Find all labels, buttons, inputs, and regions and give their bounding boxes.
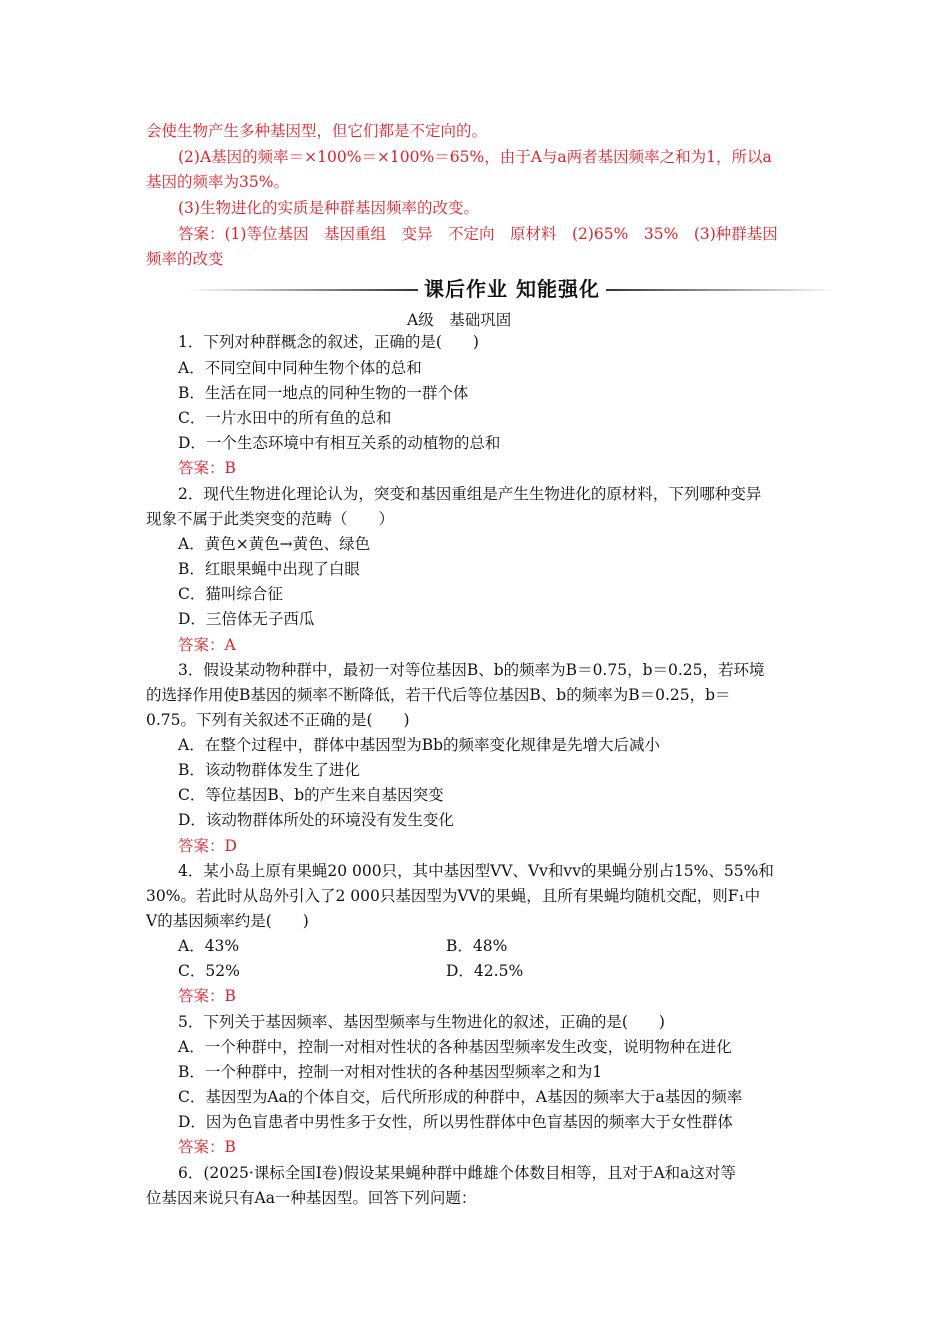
q3-answer: 答案：D	[178, 837, 237, 855]
q3-option-c: C．等位基因B、b的产生来自基因突变	[178, 786, 444, 804]
q5-option-b: B．一个种群中，控制一对相对性状的各种基因型频率之和为1	[178, 1063, 603, 1081]
q1-option-a: A．不同空间中同种生物个体的总和	[178, 359, 422, 377]
q4-option-c: C．52%	[178, 962, 240, 980]
q1-option-b: B．生活在同一地点的同种生物的一群个体	[178, 384, 469, 402]
q4-answer: 答案：B	[178, 987, 236, 1005]
q3-stem-line-1: 3．假设某动物种群中，最初一对等位基因B、b的频率为B＝0.75，b＝0.25，若环境	[178, 661, 765, 679]
q3-option-b: B．该动物群体发生了进化	[178, 761, 360, 779]
q5-stem: 5．下列关于基因频率、基因型频率与生物进化的叙述，正确的是( )	[178, 1013, 665, 1031]
q2-option-c: C．猫叫综合征	[178, 585, 283, 603]
section-header	[186, 276, 836, 302]
prev-answer-line-5: 答案：(1)等位基因 基因重组 变异 不定向 原材料 (2)65% 35% (3)种群基因	[178, 225, 778, 243]
q5-option-d: D．因为色盲患者中男性多于女性，所以男性群体中色盲基因的频率大于女性群体	[178, 1113, 733, 1131]
prev-answer-line-6: 频率的改变	[146, 250, 224, 268]
section-title: 课后作业 知能强化	[424, 277, 600, 301]
header-rule-right	[606, 289, 836, 291]
q3-option-d: D．该动物群体所处的环境没有发生变化	[178, 811, 454, 829]
q1-answer: 答案：B	[178, 459, 236, 477]
prev-answer-line-3: 基因的频率为35%。	[146, 173, 289, 191]
q1-option-c: C．一片水田中的所有鱼的总和	[178, 409, 392, 427]
q6-stem-line-2: 位基因来说只有Aa一种基因型。回答下列问题：	[146, 1189, 477, 1207]
q3-option-a: A．在整个过程中，群体中基因型为Bb的频率变化规律是先增大后减小	[178, 736, 661, 754]
prev-answer-line-1: 会使生物产生多种基因型，但它们都是不定向的。	[146, 122, 488, 140]
q4-stem-line-3: V的基因频率约是( )	[146, 912, 309, 930]
q1-stem: 1．下列对种群概念的叙述，正确的是( )	[178, 333, 479, 351]
q5-option-c: C．基因型为Aa的个体自交，后代所形成的种群中，A基因的频率大于a基因的频率	[178, 1088, 743, 1106]
q5-option-a: A．一个种群中，控制一对相对性状的各种基因型频率发生改变，说明物种在进化	[178, 1038, 732, 1056]
q3-stem-line-3: 0.75。下列有关叙述不正确的是( )	[146, 711, 410, 729]
q2-stem-line-1: 2．现代生物进化理论认为，突变和基因重组是产生生物进化的原材料，下列哪种变异	[178, 485, 762, 503]
q4-stem-line-2: 30%。若此时从岛外引入了2 000只基因型为VV的果蝇，且所有果蝇均随机交配，则F₁中	[146, 887, 761, 905]
prev-answer-line-4: (3)生物进化的实质是种群基因频率的改变。	[178, 199, 479, 217]
q2-answer: 答案：A	[178, 636, 236, 654]
q2-option-d: D．三倍体无子西瓜	[178, 610, 315, 628]
q4-stem-line-1: 4．某小岛上原有果蝇20 000只，其中基因型VV、Vv和vv的果蝇分别占15%、55%和	[178, 862, 774, 880]
q2-option-a: A．黄色×黄色→黄色、绿色	[178, 535, 371, 553]
q5-answer: 答案：B	[178, 1138, 236, 1156]
level-heading: A级 基础巩固	[407, 311, 512, 329]
q3-stem-line-2: 的选择作用使B基因的频率不断降低，若干代后等位基因B、b的频率为B＝0.25，b＝	[146, 686, 731, 704]
header-rule-left	[186, 289, 418, 291]
q4-option-b: B．48%	[446, 937, 508, 955]
prev-answer-line-2: (2)A基因的频率＝×100%＝×100%＝65%，由于A与a两者基因频率之和为1，所以a	[178, 148, 772, 166]
q4-option-d: D．42.5%	[446, 962, 524, 980]
q1-option-d: D．一个生态环境中有相互关系的动植物的总和	[178, 434, 501, 452]
q4-option-a: A．43%	[178, 937, 240, 955]
q2-stem-line-2: 现象不属于此类突变的范畴（ ）	[146, 510, 395, 528]
q2-option-b: B．红眼果蝇中出现了白眼	[178, 560, 360, 578]
q6-stem-line-1: 6．(2025·课标全国Ⅰ卷)假设某果蝇种群中雌雄个体数目相等，且对于A和a这对等	[178, 1164, 736, 1182]
